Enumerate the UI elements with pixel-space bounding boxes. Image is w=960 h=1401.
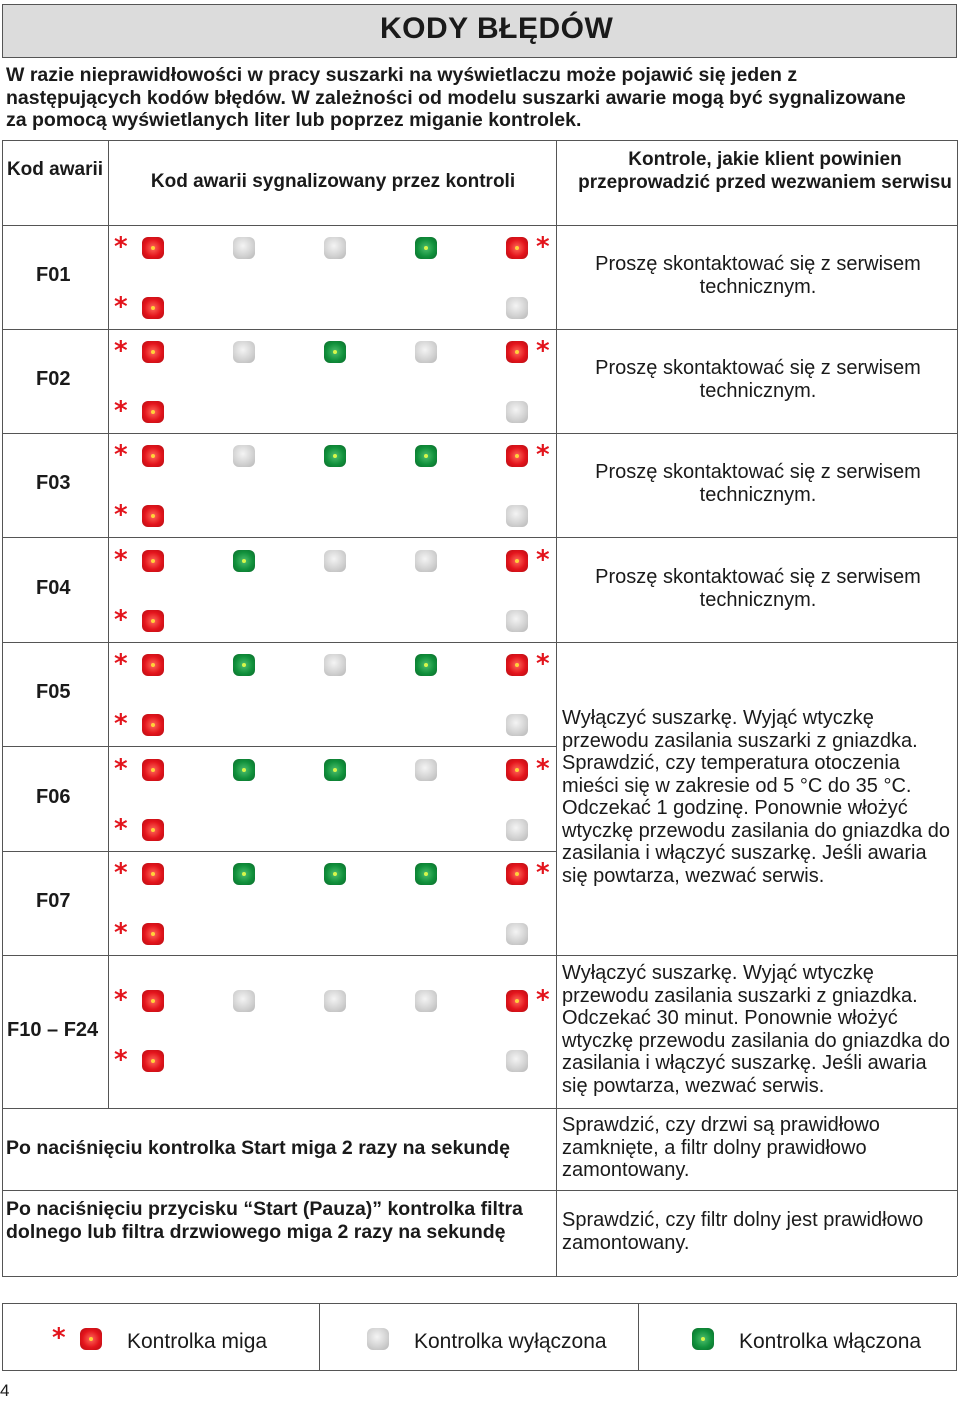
red-led-icon — [142, 505, 164, 527]
blink-star-icon: * — [114, 605, 128, 635]
red-led-icon — [506, 863, 528, 885]
red-led-icon — [142, 610, 164, 632]
red-led-icon — [142, 990, 164, 1012]
red-led-icon — [506, 445, 528, 467]
blink-star-icon: * — [536, 336, 550, 366]
grey-led-icon — [324, 237, 346, 259]
code-f06: F06 — [36, 786, 71, 808]
action-f02: Proszę skontaktować się z serwisem technicznym. — [595, 357, 921, 402]
blink-star-icon: * — [114, 1045, 128, 1075]
action-f05-f07: Wyłączyć suszarkę. Wyjąć wtyczkę przewodu zasilania suszarki z gniazdka. Sprawdzić, czy temperatura otoczenia mieści się w zakresie od 5 °C do 35 °C. Odczekać 1 godzinę. Ponownie włożyć wtyczkę przewodu zasilania do gniazdka do zasilania i włączyć suszarkę. Jeśli awaria się powtarza, wezwać serwis. — [562, 707, 950, 887]
blink-star-icon: * — [536, 649, 550, 679]
action-start-blink: Sprawdzić, czy drzwi są prawidłowo zamknięte, a filtr dolny prawidłowo zamontowany. — [562, 1114, 880, 1181]
green-led-icon — [233, 759, 255, 781]
code-f07: F07 — [36, 890, 71, 912]
blink-star-icon: * — [114, 649, 128, 679]
grey-led-icon — [367, 1328, 389, 1350]
green-led-icon — [692, 1328, 714, 1350]
grey-led-icon — [506, 297, 528, 319]
blink-star-icon: * — [114, 336, 128, 366]
code-f04: F04 — [36, 577, 71, 599]
red-led-icon — [506, 990, 528, 1012]
grey-led-icon — [324, 550, 346, 572]
green-led-icon — [233, 654, 255, 676]
grey-led-icon — [233, 237, 255, 259]
blink-star-icon: * — [536, 754, 550, 784]
red-led-icon — [506, 550, 528, 572]
blink-star-icon: * — [536, 858, 550, 888]
condition-start-blink: Po naciśnięciu kontrolka Start miga 2 razy na sekundę — [6, 1137, 510, 1159]
blink-star-icon: * — [536, 985, 550, 1015]
header-indicators: Kod awarii sygnalizowany przez kontroli — [150, 171, 516, 192]
red-led-icon — [142, 237, 164, 259]
table-rule — [2, 746, 557, 747]
header-code: Kod awarii — [6, 159, 104, 180]
legend-blink: Kontrolka miga — [127, 1330, 268, 1353]
grey-led-icon — [415, 341, 437, 363]
table-rule — [2, 1276, 957, 1277]
table-rule — [2, 537, 957, 538]
grey-led-icon — [506, 610, 528, 632]
legend-off: Kontrolka wyłączona — [414, 1330, 607, 1353]
condition-filter-blink: Po naciśnięciu przycisku “Start (Pauza)” kontrolka filtra dolnego lub filtra drzwiowego miga 2 razy na sekundę — [6, 1198, 523, 1243]
blink-star-icon: * — [114, 292, 128, 322]
red-led-icon — [142, 401, 164, 423]
green-led-icon — [415, 237, 437, 259]
blink-star-icon: * — [52, 1323, 66, 1353]
table-rule — [2, 642, 957, 643]
green-led-icon — [415, 445, 437, 467]
table-rule — [2, 140, 957, 141]
blink-star-icon: * — [114, 396, 128, 426]
blink-star-icon: * — [114, 754, 128, 784]
table-rule — [556, 140, 557, 1276]
grey-led-icon — [324, 990, 346, 1012]
code-f10-f24: F10 – F24 — [7, 1019, 99, 1041]
green-led-icon — [324, 759, 346, 781]
grey-led-icon — [506, 819, 528, 841]
blink-star-icon: * — [114, 814, 128, 844]
grey-led-icon — [506, 714, 528, 736]
green-led-icon — [233, 863, 255, 885]
code-f05: F05 — [36, 681, 71, 703]
code-f03: F03 — [36, 472, 71, 494]
table-rule — [2, 1108, 957, 1109]
green-led-icon — [324, 341, 346, 363]
table-rule — [108, 140, 109, 1108]
action-f01: Proszę skontaktować się z serwisem technicznym. — [595, 253, 921, 298]
table-rule — [2, 433, 957, 434]
blink-star-icon: * — [114, 918, 128, 948]
grey-led-icon — [233, 341, 255, 363]
green-led-icon — [324, 863, 346, 885]
blink-star-icon: * — [114, 709, 128, 739]
grey-led-icon — [506, 401, 528, 423]
blink-star-icon: * — [536, 440, 550, 470]
red-led-icon — [80, 1328, 102, 1350]
table-rule — [2, 1190, 957, 1191]
grey-led-icon — [233, 990, 255, 1012]
code-f02: F02 — [36, 368, 71, 390]
legend-divider — [319, 1303, 320, 1371]
legend-divider — [638, 1303, 639, 1371]
table-rule — [2, 329, 957, 330]
red-led-icon — [142, 923, 164, 945]
blink-star-icon: * — [114, 858, 128, 888]
grey-led-icon — [506, 1050, 528, 1072]
blink-star-icon: * — [536, 232, 550, 262]
table-rule — [2, 140, 3, 1276]
green-led-icon — [415, 863, 437, 885]
table-rule — [957, 140, 958, 1276]
red-led-icon — [142, 445, 164, 467]
green-led-icon — [233, 550, 255, 572]
page-number: 4 — [0, 1381, 10, 1400]
table-rule — [2, 955, 957, 956]
red-led-icon — [142, 297, 164, 319]
blink-star-icon: * — [114, 985, 128, 1015]
table-rule — [2, 225, 957, 226]
red-led-icon — [506, 654, 528, 676]
action-f03: Proszę skontaktować się z serwisem technicznym. — [595, 461, 921, 506]
action-filter-blink: Sprawdzić, czy filtr dolny jest prawidłowo zamontowany. — [562, 1209, 924, 1254]
grey-led-icon — [506, 923, 528, 945]
blink-star-icon: * — [114, 440, 128, 470]
red-led-icon — [142, 819, 164, 841]
red-led-icon — [142, 341, 164, 363]
header-checks: Kontrole, jakie klient powinien przeprowadzić przed wezwaniem serwisu — [578, 149, 952, 193]
grey-led-icon — [233, 445, 255, 467]
red-led-icon — [506, 237, 528, 259]
grey-led-icon — [415, 990, 437, 1012]
page-title: KODY BŁĘDÓW — [380, 12, 614, 45]
grey-led-icon — [415, 550, 437, 572]
action-f10-f24: Wyłączyć suszarkę. Wyjąć wtyczkę przewodu zasilania suszarki z gniazdka. Odczekać 30 minut. Ponownie włożyć wtyczkę przewodu zasilania do gniazdka do zasilania i włączyć suszarkę. Jeśli awaria się powtarza, wezwać serwis. — [562, 962, 950, 1097]
red-led-icon — [506, 341, 528, 363]
grey-led-icon — [415, 759, 437, 781]
green-led-icon — [324, 445, 346, 467]
red-led-icon — [142, 654, 164, 676]
blink-star-icon: * — [536, 545, 550, 575]
blink-star-icon: * — [114, 232, 128, 262]
red-led-icon — [142, 714, 164, 736]
blink-star-icon: * — [114, 545, 128, 575]
red-led-icon — [506, 759, 528, 781]
action-f04: Proszę skontaktować się z serwisem technicznym. — [595, 566, 921, 611]
code-f01: F01 — [36, 264, 71, 286]
grey-led-icon — [324, 654, 346, 676]
blink-star-icon: * — [114, 500, 128, 530]
grey-led-icon — [506, 505, 528, 527]
red-led-icon — [142, 759, 164, 781]
table-rule — [2, 851, 557, 852]
legend-on: Kontrolka włączona — [739, 1330, 922, 1353]
red-led-icon — [142, 1050, 164, 1072]
green-led-icon — [415, 654, 437, 676]
red-led-icon — [142, 550, 164, 572]
red-led-icon — [142, 863, 164, 885]
intro-text: W razie nieprawidłowości w pracy suszarki na wyświetlaczu może pojawić się jeden z następujących kodów błędów. W zależności od modelu suszarki awarie mogą być sygnalizowane za pomocą wyświetlanych liter lub poprzez miganie kontrolek. — [6, 64, 906, 131]
